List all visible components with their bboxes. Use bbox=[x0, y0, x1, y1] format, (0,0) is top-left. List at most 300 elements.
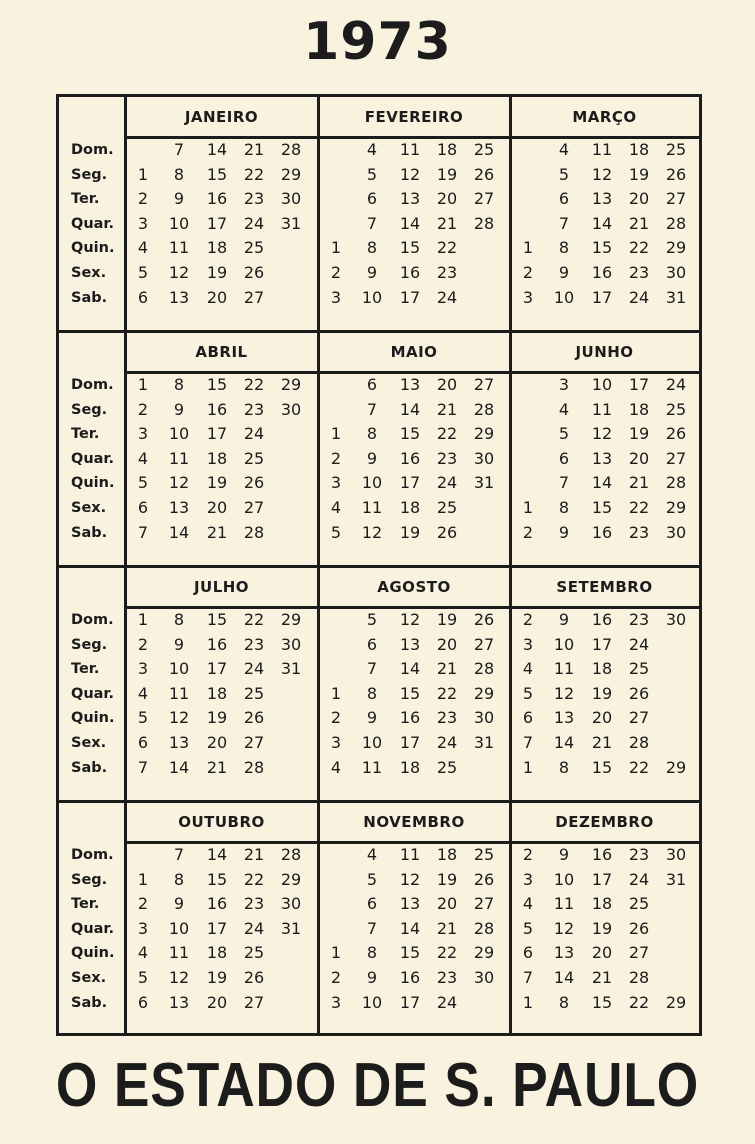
day-number: 1 bbox=[137, 869, 149, 889]
day-number: 12 bbox=[591, 424, 613, 444]
weekday-label: Sab. bbox=[71, 994, 108, 1011]
day-number: 15 bbox=[399, 943, 421, 963]
day-number: 4 bbox=[137, 683, 149, 703]
day-number: 16 bbox=[399, 263, 421, 282]
weekday-label: Ter. bbox=[71, 191, 100, 208]
day-number: 29 bbox=[280, 869, 302, 889]
day-number: 9 bbox=[173, 399, 185, 419]
day-number: 28 bbox=[473, 918, 495, 938]
day-number: 30 bbox=[665, 845, 687, 864]
day-number: 13 bbox=[399, 189, 421, 209]
day-number: 3 bbox=[137, 424, 149, 444]
day-number: 11 bbox=[361, 757, 383, 777]
day-number: 28 bbox=[473, 399, 495, 419]
day-number: 23 bbox=[243, 894, 265, 914]
month-name: JUNHO bbox=[575, 343, 634, 361]
day-number: 25 bbox=[243, 238, 265, 258]
weekday-label: Sex. bbox=[71, 735, 107, 751]
day-number: 21 bbox=[206, 522, 228, 542]
day-number: 9 bbox=[173, 189, 185, 209]
day-number: 12 bbox=[168, 263, 190, 282]
weekday-label: Seg. bbox=[71, 166, 108, 183]
day-number: 18 bbox=[399, 757, 421, 777]
day-number: 21 bbox=[591, 733, 613, 752]
day-number: 27 bbox=[628, 943, 650, 963]
day-number: 26 bbox=[436, 522, 458, 542]
day-number: 1 bbox=[330, 238, 342, 258]
day-number: 25 bbox=[243, 943, 265, 963]
day-number: 16 bbox=[206, 189, 228, 209]
day-number: 7 bbox=[137, 522, 149, 542]
day-number: 1 bbox=[137, 164, 149, 184]
day-number: 18 bbox=[206, 448, 228, 468]
day-number: 3 bbox=[522, 287, 534, 307]
day-number: 29 bbox=[280, 375, 302, 394]
day-number: 2 bbox=[522, 522, 534, 542]
day-number: 17 bbox=[399, 473, 421, 493]
month-name: FEVEREIRO bbox=[364, 108, 464, 126]
month-name: DEZEMBRO bbox=[555, 813, 654, 831]
day-number: 22 bbox=[436, 424, 458, 444]
day-number: 23 bbox=[436, 968, 458, 987]
day-number: 24 bbox=[436, 287, 458, 307]
day-number: 16 bbox=[206, 894, 228, 914]
day-number: 5 bbox=[137, 968, 149, 987]
day-number: 17 bbox=[628, 375, 650, 394]
day-number: 16 bbox=[591, 522, 613, 542]
day-number: 15 bbox=[591, 238, 613, 258]
weekday-label: Sab. bbox=[71, 759, 108, 776]
day-number: 26 bbox=[628, 918, 650, 938]
day-number: 19 bbox=[206, 263, 228, 282]
day-number: 31 bbox=[280, 659, 302, 679]
day-number: 2 bbox=[330, 968, 342, 987]
day-number: 19 bbox=[399, 522, 421, 542]
day-number: 29 bbox=[665, 757, 687, 777]
day-number: 16 bbox=[591, 610, 613, 629]
day-number: 4 bbox=[137, 238, 149, 258]
day-number: 11 bbox=[168, 238, 190, 258]
day-number: 9 bbox=[173, 634, 185, 654]
day-number: 11 bbox=[168, 683, 190, 703]
day-number: 6 bbox=[137, 498, 149, 517]
day-number: 18 bbox=[399, 498, 421, 517]
newspaper-title: O ESTADO DE S. PAULO bbox=[55, 1051, 700, 1120]
day-number: 6 bbox=[366, 634, 378, 654]
day-number: 11 bbox=[168, 943, 190, 963]
day-number: 13 bbox=[399, 894, 421, 914]
day-number: 18 bbox=[436, 140, 458, 159]
day-number: 14 bbox=[399, 399, 421, 419]
day-number: 25 bbox=[436, 498, 458, 517]
day-number: 19 bbox=[206, 968, 228, 987]
day-number: 25 bbox=[665, 140, 687, 159]
day-number: 26 bbox=[473, 869, 495, 889]
day-number: 4 bbox=[522, 659, 534, 679]
day-number: 7 bbox=[366, 399, 378, 419]
day-number: 14 bbox=[553, 968, 575, 987]
day-number: 26 bbox=[473, 164, 495, 184]
day-number: 1 bbox=[522, 498, 534, 517]
day-number: 9 bbox=[366, 968, 378, 987]
day-number: 15 bbox=[591, 992, 613, 1012]
day-number: 13 bbox=[168, 733, 190, 752]
day-number: 30 bbox=[665, 522, 687, 542]
day-number: 2 bbox=[137, 634, 149, 654]
weekday-label: Quin. bbox=[71, 240, 115, 257]
day-number: 28 bbox=[628, 968, 650, 987]
day-number: 27 bbox=[473, 634, 495, 654]
day-number: 6 bbox=[558, 189, 570, 209]
day-number: 28 bbox=[628, 733, 650, 752]
day-number: 1 bbox=[330, 683, 342, 703]
day-number: 10 bbox=[361, 287, 383, 307]
day-number: 29 bbox=[473, 683, 495, 703]
day-number: 13 bbox=[553, 708, 575, 728]
day-number: 25 bbox=[243, 448, 265, 468]
day-number: 14 bbox=[591, 213, 613, 233]
day-number: 7 bbox=[137, 757, 149, 777]
day-number: 8 bbox=[173, 869, 185, 889]
day-number: 13 bbox=[591, 448, 613, 468]
day-number: 20 bbox=[591, 708, 613, 728]
day-number: 5 bbox=[522, 918, 534, 938]
day-number: 31 bbox=[665, 869, 687, 889]
day-number: 23 bbox=[628, 263, 650, 282]
day-number: 21 bbox=[243, 140, 265, 159]
day-number: 27 bbox=[243, 992, 265, 1012]
day-number: 18 bbox=[206, 238, 228, 258]
weekday-label: Sab. bbox=[71, 289, 108, 306]
month-name: JULHO bbox=[193, 578, 250, 596]
weekday-label: Dom. bbox=[71, 377, 114, 393]
day-number: 11 bbox=[591, 399, 613, 419]
day-number: 5 bbox=[330, 522, 342, 542]
day-number: 15 bbox=[206, 610, 228, 629]
day-number: 24 bbox=[436, 473, 458, 493]
day-number: 26 bbox=[243, 263, 265, 282]
day-number: 11 bbox=[168, 448, 190, 468]
month-name: ABRIL bbox=[195, 343, 248, 361]
day-number: 23 bbox=[436, 448, 458, 468]
day-number: 3 bbox=[137, 213, 149, 233]
day-number: 25 bbox=[473, 140, 495, 159]
day-number: 28 bbox=[243, 757, 265, 777]
day-number: 21 bbox=[436, 918, 458, 938]
day-number: 15 bbox=[206, 164, 228, 184]
day-number: 7 bbox=[173, 140, 185, 159]
day-number: 4 bbox=[330, 757, 342, 777]
day-number: 21 bbox=[436, 213, 458, 233]
day-number: 2 bbox=[522, 845, 534, 864]
day-number: 22 bbox=[243, 164, 265, 184]
day-number: 3 bbox=[330, 733, 342, 752]
day-number: 14 bbox=[399, 918, 421, 938]
day-number: 2 bbox=[330, 448, 342, 468]
day-number: 11 bbox=[591, 140, 613, 159]
day-number: 29 bbox=[280, 164, 302, 184]
weekday-label: Quar. bbox=[71, 450, 115, 467]
day-number: 20 bbox=[591, 943, 613, 963]
month-name: AGOSTO bbox=[377, 578, 451, 596]
day-number: 16 bbox=[399, 708, 421, 728]
day-number: 5 bbox=[558, 424, 570, 444]
day-number: 24 bbox=[243, 918, 265, 938]
day-number: 15 bbox=[206, 375, 228, 394]
day-number: 28 bbox=[665, 213, 687, 233]
day-number: 8 bbox=[366, 238, 378, 258]
day-number: 20 bbox=[628, 448, 650, 468]
calendar-grid bbox=[56, 94, 702, 1036]
day-number: 28 bbox=[280, 845, 302, 864]
weekday-label: Seg. bbox=[71, 636, 108, 653]
day-number: 22 bbox=[628, 757, 650, 777]
day-number: 26 bbox=[243, 708, 265, 728]
weekday-label: Seg. bbox=[71, 401, 108, 418]
day-number: 7 bbox=[522, 733, 534, 752]
day-number: 7 bbox=[558, 473, 570, 493]
day-number: 1 bbox=[522, 992, 534, 1012]
day-number: 11 bbox=[399, 140, 421, 159]
day-number: 27 bbox=[473, 894, 495, 914]
day-number: 15 bbox=[399, 424, 421, 444]
day-number: 14 bbox=[168, 757, 190, 777]
day-number: 8 bbox=[558, 498, 570, 517]
weekday-label: Quin. bbox=[71, 710, 115, 727]
day-number: 5 bbox=[522, 683, 534, 703]
day-number: 13 bbox=[591, 189, 613, 209]
day-number: 23 bbox=[628, 610, 650, 629]
month-name: SETEMBRO bbox=[556, 578, 653, 596]
month-name: MAIO bbox=[390, 343, 438, 361]
day-number: 23 bbox=[243, 399, 265, 419]
day-number: 17 bbox=[399, 992, 421, 1012]
day-number: 22 bbox=[436, 943, 458, 963]
day-number: 24 bbox=[628, 869, 650, 889]
day-number: 4 bbox=[558, 399, 570, 419]
day-number: 8 bbox=[173, 164, 185, 184]
month-name: OUTUBRO bbox=[178, 813, 265, 831]
day-number: 3 bbox=[330, 473, 342, 493]
day-number: 20 bbox=[436, 375, 458, 394]
day-number: 23 bbox=[436, 263, 458, 282]
day-number: 20 bbox=[206, 992, 228, 1012]
day-number: 14 bbox=[206, 845, 228, 864]
day-number: 12 bbox=[168, 968, 190, 987]
day-number: 27 bbox=[628, 708, 650, 728]
weekday-label: Dom. bbox=[71, 847, 114, 863]
day-number: 28 bbox=[473, 213, 495, 233]
weekday-label: Quin. bbox=[71, 475, 115, 492]
day-number: 27 bbox=[243, 287, 265, 307]
day-number: 25 bbox=[436, 757, 458, 777]
day-number: 23 bbox=[243, 634, 265, 654]
day-number: 13 bbox=[399, 375, 421, 394]
day-number: 10 bbox=[361, 473, 383, 493]
day-number: 31 bbox=[473, 473, 495, 493]
day-number: 1 bbox=[137, 610, 149, 629]
day-number: 10 bbox=[553, 634, 575, 654]
day-number: 12 bbox=[361, 522, 383, 542]
day-number: 22 bbox=[436, 238, 458, 258]
day-number: 19 bbox=[436, 869, 458, 889]
day-number: 28 bbox=[280, 140, 302, 159]
day-number: 8 bbox=[173, 375, 185, 394]
weekday-label: Ter. bbox=[71, 896, 100, 913]
day-number: 13 bbox=[168, 992, 190, 1012]
day-number: 10 bbox=[168, 213, 190, 233]
day-number: 5 bbox=[137, 708, 149, 728]
day-number: 10 bbox=[168, 424, 190, 444]
day-number: 1 bbox=[330, 943, 342, 963]
day-number: 15 bbox=[399, 683, 421, 703]
day-number: 16 bbox=[206, 399, 228, 419]
day-number: 2 bbox=[137, 189, 149, 209]
day-number: 6 bbox=[366, 189, 378, 209]
day-number: 16 bbox=[206, 634, 228, 654]
day-number: 29 bbox=[473, 943, 495, 963]
day-number: 14 bbox=[399, 659, 421, 679]
day-number: 24 bbox=[243, 424, 265, 444]
weekday-label: Sex. bbox=[71, 970, 107, 986]
day-number: 19 bbox=[591, 918, 613, 938]
day-number: 7 bbox=[366, 213, 378, 233]
day-number: 1 bbox=[330, 424, 342, 444]
day-number: 23 bbox=[243, 189, 265, 209]
day-number: 17 bbox=[206, 918, 228, 938]
day-number: 9 bbox=[366, 263, 378, 282]
day-number: 18 bbox=[206, 683, 228, 703]
day-number: 20 bbox=[436, 894, 458, 914]
day-number: 30 bbox=[280, 189, 302, 209]
day-number: 20 bbox=[628, 189, 650, 209]
day-number: 30 bbox=[665, 263, 687, 282]
day-number: 24 bbox=[665, 375, 687, 394]
day-number: 12 bbox=[591, 164, 613, 184]
day-number: 26 bbox=[628, 683, 650, 703]
day-number: 14 bbox=[399, 213, 421, 233]
day-number: 9 bbox=[366, 448, 378, 468]
day-number: 31 bbox=[665, 287, 687, 307]
day-number: 1 bbox=[522, 238, 534, 258]
day-number: 23 bbox=[628, 845, 650, 864]
day-number: 22 bbox=[243, 869, 265, 889]
day-number: 23 bbox=[628, 522, 650, 542]
day-number: 6 bbox=[366, 375, 378, 394]
day-number: 29 bbox=[665, 498, 687, 517]
day-number: 30 bbox=[665, 610, 687, 629]
day-number: 18 bbox=[591, 894, 613, 914]
weekday-label: Sex. bbox=[71, 265, 107, 281]
day-number: 24 bbox=[628, 634, 650, 654]
day-number: 5 bbox=[558, 164, 570, 184]
weekday-label: Quar. bbox=[71, 685, 115, 702]
day-number: 24 bbox=[243, 659, 265, 679]
day-number: 22 bbox=[243, 375, 265, 394]
weekday-label: Seg. bbox=[71, 871, 108, 888]
day-number: 17 bbox=[591, 869, 613, 889]
day-number: 9 bbox=[558, 522, 570, 542]
day-number: 4 bbox=[137, 448, 149, 468]
day-number: 28 bbox=[665, 473, 687, 493]
day-number: 19 bbox=[591, 683, 613, 703]
day-number: 2 bbox=[137, 894, 149, 914]
day-number: 22 bbox=[628, 498, 650, 517]
day-number: 13 bbox=[168, 498, 190, 517]
day-number: 30 bbox=[280, 894, 302, 914]
day-number: 14 bbox=[553, 733, 575, 752]
day-number: 18 bbox=[436, 845, 458, 864]
weekday-label: Sab. bbox=[71, 524, 108, 541]
day-number: 27 bbox=[243, 498, 265, 517]
day-number: 12 bbox=[168, 473, 190, 493]
day-number: 10 bbox=[361, 992, 383, 1012]
day-number: 14 bbox=[591, 473, 613, 493]
day-number: 4 bbox=[366, 140, 378, 159]
day-number: 6 bbox=[137, 287, 149, 307]
day-number: 30 bbox=[280, 634, 302, 654]
day-number: 10 bbox=[553, 287, 575, 307]
day-number: 25 bbox=[665, 399, 687, 419]
day-number: 17 bbox=[399, 733, 421, 752]
day-number: 25 bbox=[473, 845, 495, 864]
day-number: 15 bbox=[399, 238, 421, 258]
day-number: 2 bbox=[330, 263, 342, 282]
day-number: 21 bbox=[591, 968, 613, 987]
weekday-label: Dom. bbox=[71, 142, 114, 158]
day-number: 25 bbox=[628, 659, 650, 679]
day-number: 2 bbox=[522, 610, 534, 629]
day-number: 5 bbox=[137, 473, 149, 493]
day-number: 18 bbox=[628, 399, 650, 419]
day-number: 3 bbox=[137, 659, 149, 679]
day-number: 4 bbox=[366, 845, 378, 864]
day-number: 17 bbox=[399, 287, 421, 307]
day-number: 7 bbox=[558, 213, 570, 233]
day-number: 19 bbox=[206, 708, 228, 728]
month-name: NOVEMBRO bbox=[363, 813, 465, 831]
day-number: 18 bbox=[591, 659, 613, 679]
day-number: 30 bbox=[280, 399, 302, 419]
day-number: 13 bbox=[553, 943, 575, 963]
day-number: 21 bbox=[628, 473, 650, 493]
day-number: 19 bbox=[436, 610, 458, 629]
weekday-label: Ter. bbox=[71, 426, 100, 443]
day-number: 12 bbox=[553, 683, 575, 703]
day-number: 4 bbox=[330, 498, 342, 517]
day-number: 16 bbox=[591, 845, 613, 864]
day-number: 3 bbox=[558, 375, 570, 394]
day-number: 25 bbox=[243, 683, 265, 703]
day-number: 27 bbox=[665, 189, 687, 209]
weekday-label: Dom. bbox=[71, 612, 114, 628]
day-number: 8 bbox=[366, 683, 378, 703]
day-number: 17 bbox=[591, 287, 613, 307]
day-number: 27 bbox=[473, 189, 495, 209]
day-number: 30 bbox=[473, 448, 495, 468]
day-number: 26 bbox=[243, 968, 265, 987]
day-number: 14 bbox=[168, 522, 190, 542]
day-number: 29 bbox=[665, 238, 687, 258]
day-number: 26 bbox=[243, 473, 265, 493]
day-number: 24 bbox=[243, 213, 265, 233]
day-number: 10 bbox=[591, 375, 613, 394]
day-number: 20 bbox=[436, 634, 458, 654]
day-number: 31 bbox=[280, 213, 302, 233]
day-number: 7 bbox=[173, 845, 185, 864]
day-number: 26 bbox=[473, 610, 495, 629]
day-number: 17 bbox=[591, 634, 613, 654]
